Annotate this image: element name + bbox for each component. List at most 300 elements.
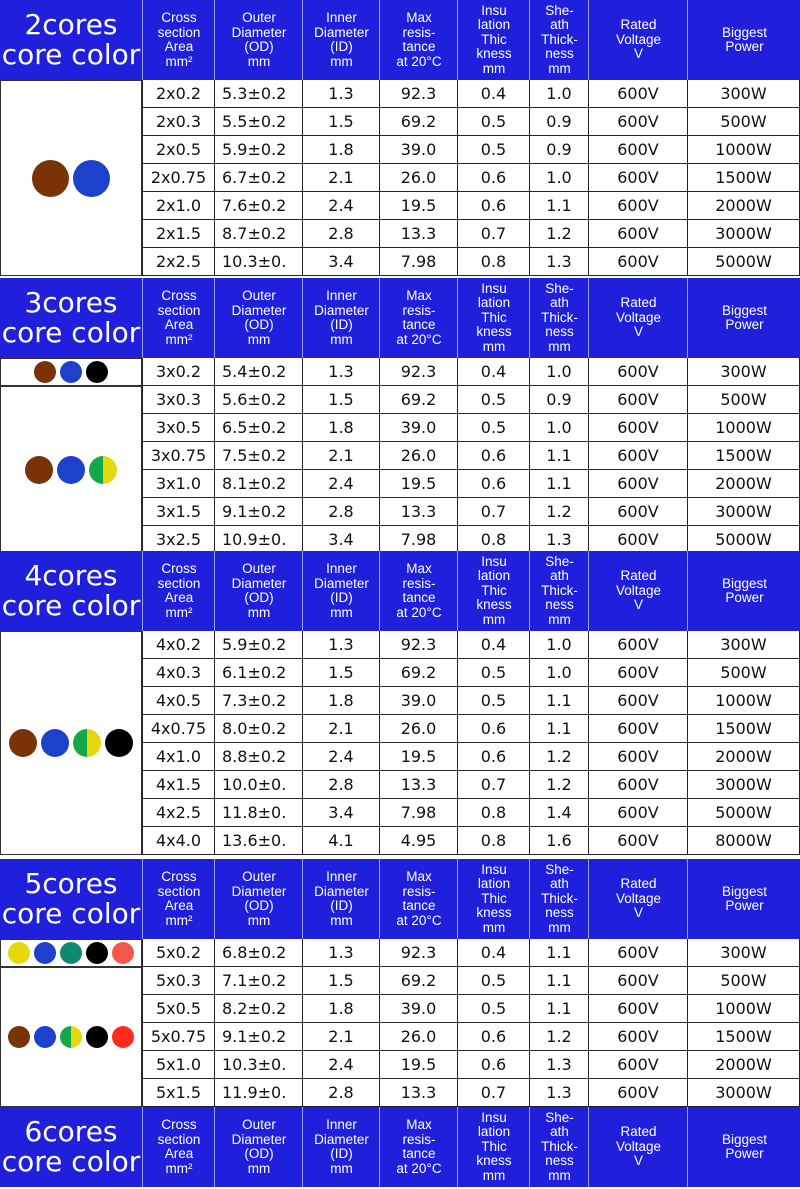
table-cell: 0.6 [457,470,529,498]
table-cell: 9.1±0.2 [214,498,302,526]
blue-core-dot [57,456,85,484]
blue-core-dot [34,942,56,964]
coral-core-dot [112,942,134,964]
table-cell: 0.8 [457,827,529,855]
table-cell: 1.1 [529,715,588,743]
table-cell: 1.2 [529,1023,588,1051]
table-cell: 3.4 [302,526,379,554]
table-cell: 19.5 [379,470,457,498]
table-cell: 3x2.5 [142,526,214,554]
table-cell: 1.0 [529,631,588,659]
table-cell: 1.1 [529,967,588,995]
table-cell: 13.6±0. [214,827,302,855]
table-cell: 1.0 [529,164,588,192]
table-cell: 1.3 [302,80,379,108]
table-cell: 2x2.5 [142,248,214,276]
table-cell: 0.6 [457,164,529,192]
table-cell: 26.0 [379,164,457,192]
table-cell: 1500W [687,442,800,470]
core-count-label: 6cores [24,1115,118,1148]
table-cell: 600V [588,687,687,715]
table-cell: 2.1 [302,164,379,192]
table-row [142,967,800,995]
table-cell: 3x0.75 [142,442,214,470]
table-cell: 600V [588,827,687,855]
table-cell: 13.3 [379,771,457,799]
table-cell: 600V [588,386,687,414]
table-cell: 5.9±0.2 [214,136,302,164]
table-cell: 1.1 [529,192,588,220]
table-cell: 4.1 [302,827,379,855]
table-cell: 0.7 [457,220,529,248]
table-row [142,659,800,687]
table-cell: 1.5 [302,386,379,414]
table-cell: 1.8 [302,687,379,715]
table-cell: 1.0 [529,659,588,687]
table-cell: 1000W [687,136,800,164]
column-header: Cross section Area mm² [142,278,215,358]
table-row [142,248,800,276]
table-cell: 5.5±0.2 [214,108,302,136]
table-cell: 2000W [687,1051,800,1079]
table-cell: 1.2 [529,498,588,526]
core-color-label: core color [1,589,141,622]
table-cell: 8.1±0.2 [214,470,302,498]
table-cell: 39.0 [379,687,457,715]
table-cell: 1.5 [302,659,379,687]
table-cell: 0.5 [457,995,529,1023]
table-cell: 1.1 [529,939,588,967]
table-cell: 600V [588,743,687,771]
table-cell: 2x1.0 [142,192,214,220]
table-cell: 2.4 [302,192,379,220]
table-cell: 19.5 [379,743,457,771]
table-cell: 39.0 [379,136,457,164]
column-header: Rated Voltage V [588,278,688,358]
column-header: Max resis- tance at 20°C [379,278,458,358]
table-cell: 2.4 [302,1051,379,1079]
table-cell: 4x4.0 [142,827,214,855]
table-cell: 600V [588,631,687,659]
table-cell: 300W [687,80,800,108]
table-row [142,136,800,164]
table-cell: 11.9±0. [214,1079,302,1107]
column-header: Rated Voltage V [588,859,688,939]
table-row [142,108,800,136]
table-cell: 600V [588,799,687,827]
table-cell: 39.0 [379,414,457,442]
table-cell: 600V [588,414,687,442]
table-row [142,442,800,470]
column-header: She- ath Thick- ness mm [529,859,589,939]
table-cell: 0.5 [457,414,529,442]
table-cell: 0.4 [457,80,529,108]
table-row [142,687,800,715]
core-color-swatches [0,631,142,855]
blue-core-dot [34,1026,56,1048]
column-header: Biggest Power [687,1107,800,1187]
table-cell: 3x0.2 [142,358,214,386]
table-cell: 1.8 [302,995,379,1023]
table-cell: 7.5±0.2 [214,442,302,470]
table-cell: 2x1.5 [142,220,214,248]
table-cell: 2x0.5 [142,136,214,164]
table-cell: 1.3 [302,939,379,967]
table-row [142,526,800,554]
brown-core-dot [32,160,69,197]
table-cell: 2.4 [302,743,379,771]
column-header: She- ath Thick- ness mm [529,0,589,80]
table-cell: 8.7±0.2 [214,220,302,248]
table-cell: 1.3 [529,526,588,554]
section-title [0,1107,142,1187]
column-header: Rated Voltage V [588,1107,688,1187]
column-header: Biggest Power [687,551,800,631]
table-cell: 0.4 [457,358,529,386]
table-row [142,192,800,220]
table-row [142,358,800,386]
black-core-dot [86,942,108,964]
table-cell: 600V [588,995,687,1023]
column-header: Inner Diameter (ID) mm [302,0,380,80]
table-cell: 600V [588,498,687,526]
table-cell: 0.6 [457,743,529,771]
table-cell: 0.9 [529,386,588,414]
table-cell: 500W [687,967,800,995]
table-row [142,470,800,498]
table-cell: 0.8 [457,799,529,827]
table-cell: 13.3 [379,1079,457,1107]
table-cell: 5.4±0.2 [214,358,302,386]
table-cell: 1000W [687,995,800,1023]
table-cell: 600V [588,192,687,220]
table-cell: 3x0.5 [142,414,214,442]
table-cell: 0.9 [529,136,588,164]
table-cell: 5.6±0.2 [214,386,302,414]
table-cell: 1.8 [302,136,379,164]
yellow-core-dot [8,942,30,964]
column-header: Insu lation Thic kness mm [457,551,530,631]
column-header: Insu lation Thic kness mm [457,278,530,358]
table-cell: 7.98 [379,248,457,276]
table-cell: 7.6±0.2 [214,192,302,220]
table-cell: 10.3±0. [214,1051,302,1079]
table-cell: 2x0.3 [142,108,214,136]
table-cell: 13.3 [379,498,457,526]
table-cell: 4x1.5 [142,771,214,799]
table-cell: 0.5 [457,136,529,164]
table-cell: 1000W [687,414,800,442]
column-header: Rated Voltage V [588,0,688,80]
table-cell: 600V [588,1051,687,1079]
table-cell: 0.5 [457,108,529,136]
blue-core-dot [41,729,69,757]
table-cell: 1.2 [529,743,588,771]
section-header-2cores [0,0,800,80]
core-count-label: 5cores [24,867,118,900]
table-cell: 10.9±0. [214,526,302,554]
column-header: Inner Diameter (ID) mm [302,859,380,939]
table-cell: 5000W [687,248,800,276]
table-cell: 3x1.5 [142,498,214,526]
table-row [142,827,800,855]
table-cell: 1.0 [529,80,588,108]
table-cell: 19.5 [379,192,457,220]
table-cell: 6.8±0.2 [214,939,302,967]
table-cell: 92.3 [379,358,457,386]
table-cell: 19.5 [379,1051,457,1079]
table-cell: 4.95 [379,827,457,855]
column-header: Biggest Power [687,0,800,80]
table-cell: 600V [588,358,687,386]
table-cell: 3000W [687,1079,800,1107]
table-cell: 600V [588,470,687,498]
table-cell: 1.0 [529,414,588,442]
table-cell: 1.2 [529,220,588,248]
table-cell: 600V [588,442,687,470]
section-header-4cores [0,551,800,631]
table-cell: 11.8±0. [214,799,302,827]
table-cell: 39.0 [379,995,457,1023]
table-row [142,995,800,1023]
table-row [142,414,800,442]
table-cell: 92.3 [379,80,457,108]
table-row [142,164,800,192]
table-cell: 7.1±0.2 [214,967,302,995]
table-cell: 300W [687,939,800,967]
column-header: Max resis- tance at 20°C [379,1107,458,1187]
table-row [142,743,800,771]
table-cell: 92.3 [379,631,457,659]
table-row [142,498,800,526]
column-header: Max resis- tance at 20°C [379,551,458,631]
table-cell: 2.8 [302,1079,379,1107]
table-cell: 3.4 [302,248,379,276]
table-cell: 5x1.5 [142,1079,214,1107]
column-header: Outer Diameter (OD) mm [214,1107,303,1187]
table-cell: 2.1 [302,715,379,743]
core-color-swatches [0,967,142,1107]
table-cell: 600V [588,136,687,164]
table-cell: 1.0 [529,358,588,386]
column-header: Biggest Power [687,859,800,939]
brown-core-dot [8,1026,30,1048]
teal-core-dot [60,942,82,964]
table-cell: 1.6 [529,827,588,855]
table-cell: 500W [687,659,800,687]
table-cell: 92.3 [379,939,457,967]
core-count-label: 3cores [24,286,118,319]
table-cell: 4x0.75 [142,715,214,743]
table-cell: 9.1±0.2 [214,1023,302,1051]
column-header: Max resis- tance at 20°C [379,0,458,80]
blue-core-dot [73,160,110,197]
table-cell: 5000W [687,799,800,827]
column-header: Cross section Area mm² [142,551,215,631]
section-title [0,859,142,939]
core-color-swatches [0,358,142,386]
section-header-6cores [0,1107,800,1187]
table-cell: 0.7 [457,498,529,526]
table-cell: 5x0.75 [142,1023,214,1051]
table-cell: 2000W [687,743,800,771]
table-cell: 3x0.3 [142,386,214,414]
table-cell: 1.2 [529,771,588,799]
core-color-swatches [0,939,142,967]
table-cell: 600V [588,967,687,995]
table-row [142,631,800,659]
core-count-label: 2cores [24,8,118,41]
section-title [0,551,142,631]
table-cell: 4x0.5 [142,687,214,715]
table-row [142,1051,800,1079]
table-cell: 5x0.5 [142,995,214,1023]
table-cell: 7.98 [379,799,457,827]
table-cell: 26.0 [379,442,457,470]
column-header: She- ath Thick- ness mm [529,1107,589,1187]
table-cell: 13.3 [379,220,457,248]
table-cell: 3000W [687,220,800,248]
table-cell: 26.0 [379,715,457,743]
column-header: Outer Diameter (OD) mm [214,859,303,939]
table-cell: 6.5±0.2 [214,414,302,442]
column-header: Insu lation Thic kness mm [457,0,530,80]
table-cell: 3.4 [302,799,379,827]
core-color-label: core color [1,1145,141,1178]
column-header: Inner Diameter (ID) mm [302,551,380,631]
table-cell: 0.7 [457,771,529,799]
black-core-dot [86,1026,108,1048]
column-header: Outer Diameter (OD) mm [214,551,303,631]
table-cell: 7.3±0.2 [214,687,302,715]
table-row [142,1079,800,1107]
table-cell: 3000W [687,771,800,799]
table-cell: 500W [687,386,800,414]
core-color-label: core color [1,897,141,930]
table-cell: 1.3 [529,1051,588,1079]
brown-core-dot [25,456,53,484]
table-cell: 3000W [687,498,800,526]
table-cell: 600V [588,526,687,554]
table-cell: 10.0±0. [214,771,302,799]
column-header: Outer Diameter (OD) mm [214,0,303,80]
table-cell: 1.1 [529,470,588,498]
column-header: She- ath Thick- ness mm [529,278,589,358]
column-header: Inner Diameter (ID) mm [302,278,380,358]
column-header: Inner Diameter (ID) mm [302,1107,380,1187]
black-core-dot [86,361,108,383]
section-header-5cores [0,859,800,939]
table-cell: 0.6 [457,1023,529,1051]
table-cell: 8000W [687,827,800,855]
table-cell: 1.3 [529,1079,588,1107]
table-cell: 0.5 [457,967,529,995]
table-row [142,80,800,108]
table-cell: 1.8 [302,414,379,442]
section-title [0,0,142,80]
column-header: Biggest Power [687,278,800,358]
table-cell: 6.7±0.2 [214,164,302,192]
table-cell: 1.5 [302,967,379,995]
table-cell: 1.3 [529,248,588,276]
table-cell: 69.2 [379,108,457,136]
table-cell: 1500W [687,164,800,192]
table-cell: 2x0.75 [142,164,214,192]
table-cell: 26.0 [379,1023,457,1051]
table-row [142,799,800,827]
table-cell: 2.8 [302,771,379,799]
table-cell: 600V [588,715,687,743]
table-cell: 1500W [687,715,800,743]
table-cell: 600V [588,164,687,192]
column-header: Cross section Area mm² [142,859,215,939]
table-cell: 500W [687,108,800,136]
table-row [142,220,800,248]
table-cell: 0.8 [457,526,529,554]
section-header-3cores [0,278,800,358]
table-cell: 5x0.3 [142,967,214,995]
blue-core-dot [60,361,82,383]
red-core-dot [112,1026,134,1048]
table-cell: 0.4 [457,631,529,659]
yellow-green-core-dot [60,1026,82,1048]
table-cell: 600V [588,939,687,967]
table-cell: 5000W [687,526,800,554]
table-cell: 5.9±0.2 [214,631,302,659]
column-header: Outer Diameter (OD) mm [214,278,303,358]
table-cell: 600V [588,248,687,276]
section-title [0,278,142,358]
table-cell: 0.5 [457,659,529,687]
table-cell: 6.1±0.2 [214,659,302,687]
table-cell: 2.4 [302,470,379,498]
core-color-label: core color [1,316,141,349]
table-cell: 4x0.3 [142,659,214,687]
table-cell: 600V [588,108,687,136]
table-cell: 1000W [687,687,800,715]
table-cell: 2.1 [302,1023,379,1051]
brown-core-dot [9,729,37,757]
yellow-green-core-dot [73,729,101,757]
table-cell: 2000W [687,470,800,498]
table-cell: 8.0±0.2 [214,715,302,743]
table-cell: 2x0.2 [142,80,214,108]
table-cell: 69.2 [379,386,457,414]
yellow-green-core-dot [89,456,117,484]
core-color-swatches [0,80,142,276]
table-cell: 2.8 [302,220,379,248]
table-cell: 69.2 [379,967,457,995]
table-cell: 600V [588,80,687,108]
table-cell: 69.2 [379,659,457,687]
table-cell: 3x1.0 [142,470,214,498]
table-row [142,939,800,967]
table-cell: 8.2±0.2 [214,995,302,1023]
table-cell: 8.8±0.2 [214,743,302,771]
table-cell: 7.98 [379,526,457,554]
table-cell: 1.1 [529,442,588,470]
column-header: Max resis- tance at 20°C [379,859,458,939]
table-cell: 0.6 [457,442,529,470]
table-cell: 4x2.5 [142,799,214,827]
column-header: Insu lation Thic kness mm [457,859,530,939]
table-cell: 0.7 [457,1079,529,1107]
table-cell: 1.1 [529,995,588,1023]
table-cell: 5.3±0.2 [214,80,302,108]
table-cell: 1.3 [302,358,379,386]
table-row [142,715,800,743]
table-cell: 0.9 [529,108,588,136]
